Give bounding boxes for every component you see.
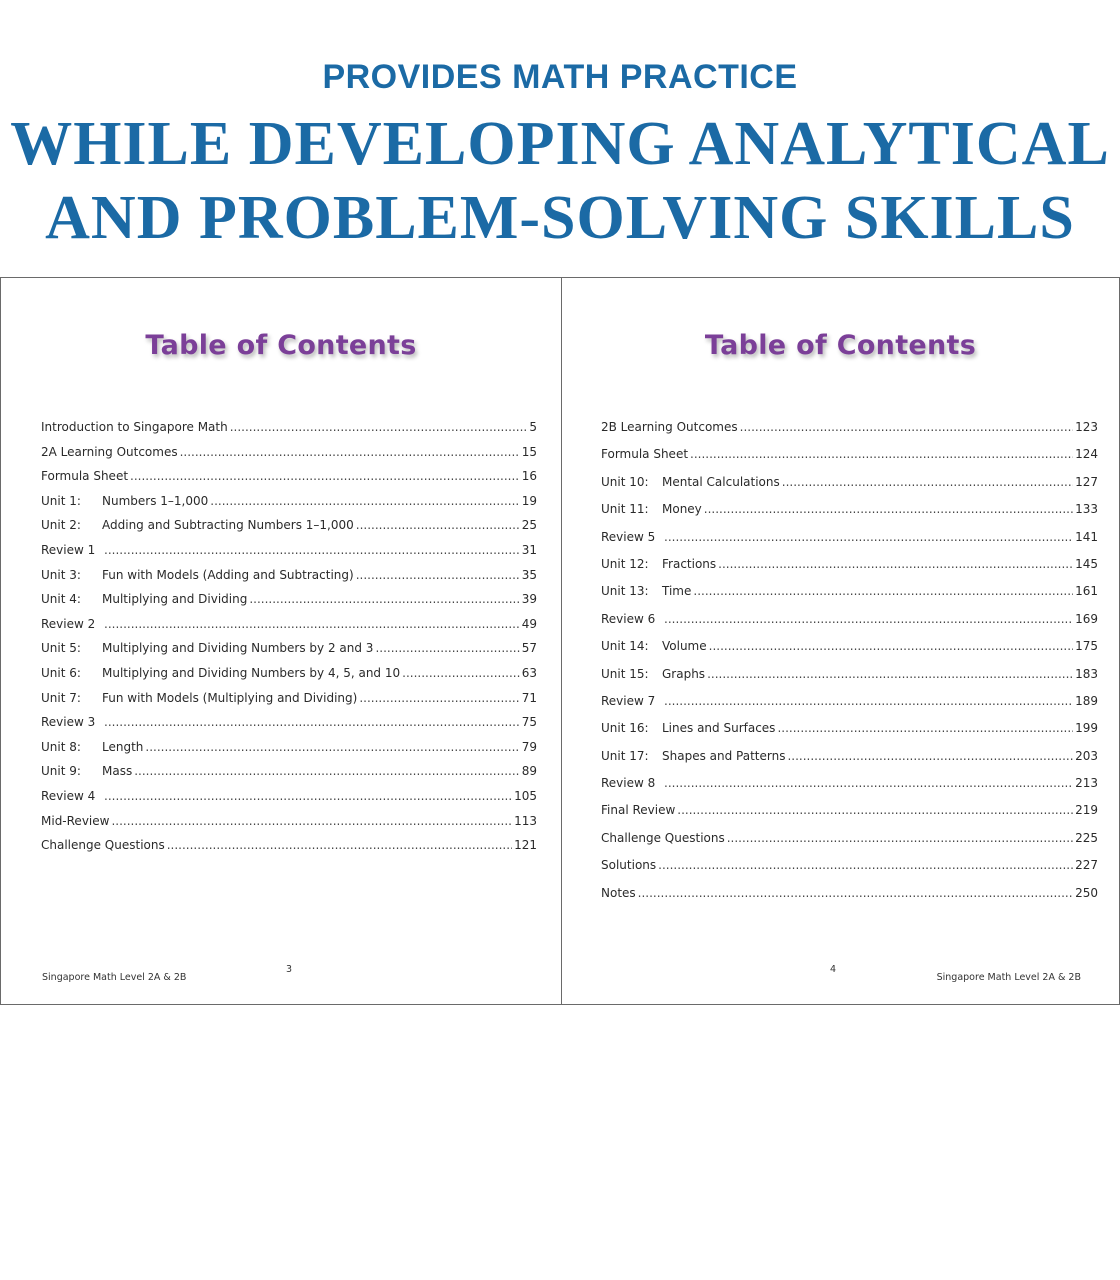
toc-entry-page: 213 <box>1075 776 1098 791</box>
toc-entry-page: 123 <box>1075 420 1098 434</box>
dot-leader <box>718 557 1073 571</box>
dot-leader <box>104 617 520 631</box>
dot-leader <box>664 776 1073 790</box>
dot-leader <box>658 858 1073 872</box>
toc-entry <box>41 691 537 716</box>
toc-entry-page: 71 <box>521 690 537 705</box>
dot-leader <box>249 592 519 606</box>
toc-entry-page: 57 <box>521 641 537 656</box>
toc-entry-page: 31 <box>521 542 537 557</box>
toc-entry-label: 2B Learning Outcomes <box>601 420 738 434</box>
dot-leader <box>104 543 520 557</box>
toc-entry <box>601 502 1098 529</box>
toc-entry-label: Fun with Models (Multiplying and Dividing) <box>102 690 358 705</box>
toc-entry-label: Adding and Subtracting Numbers 1–1,000 <box>102 518 354 533</box>
toc-entry <box>601 530 1098 557</box>
toc-entry-number: Unit 13: <box>601 584 649 599</box>
toc-entry <box>41 814 537 839</box>
promo-subtitle: PROVIDES MATH PRACTICE <box>322 58 798 96</box>
dot-leader <box>356 518 520 532</box>
dot-leader <box>690 447 1073 461</box>
toc-entry-label: Formula Sheet <box>601 447 689 462</box>
dot-leader <box>664 694 1073 708</box>
toc-entry-number: Unit 6: <box>41 665 81 680</box>
toc-entry <box>601 694 1098 721</box>
toc-entry-label: Challenge Questions <box>601 830 725 845</box>
toc-entry <box>601 749 1098 776</box>
toc-entry <box>41 666 537 691</box>
dot-leader <box>664 530 1073 544</box>
toc-entry-page: 227 <box>1075 858 1098 873</box>
toc-entry-label: Multiplying and Dividing Numbers by 4, 5, and 10 <box>102 665 401 680</box>
toc-entry <box>41 838 537 863</box>
toc-entry-page: 250 <box>1075 885 1098 900</box>
toc-entry-label: Time <box>662 584 692 599</box>
toc-entry <box>41 568 537 593</box>
toc-entry-page: 15 <box>521 444 537 459</box>
toc-entry-page: 63 <box>521 665 537 680</box>
toc-entry <box>601 831 1098 858</box>
toc-entry-number: Review 5 <box>601 529 656 544</box>
toc-entry-label: Numbers 1–1,000 <box>102 493 209 508</box>
dot-leader <box>664 612 1073 626</box>
dot-leader <box>167 838 512 852</box>
dot-leader <box>740 420 1073 434</box>
toc-entry-number: Unit 5: <box>41 641 81 656</box>
toc-entry <box>601 858 1098 885</box>
footer-book-title: Singapore Math Level 2A & 2B <box>936 972 1081 983</box>
toc-entry <box>41 592 537 617</box>
toc-entry-number: Unit 10: <box>601 474 649 489</box>
toc-entry <box>601 420 1098 447</box>
toc-entry-number: Review 8 <box>601 776 656 791</box>
toc-entry-label: Length <box>102 739 144 754</box>
toc-entry-label: Formula Sheet <box>41 469 129 484</box>
toc-entry-label: Final Review <box>601 803 676 818</box>
toc-list <box>41 420 537 863</box>
toc-entry-page: 121 <box>514 838 537 853</box>
toc-entry-label: Multiplying and Dividing Numbers by 2 and 3 <box>102 641 374 656</box>
toc-entry-number: Review 7 <box>601 693 656 708</box>
toc-entry-label: Mental Calculations <box>662 474 780 489</box>
toc-entry-label: Fractions <box>662 556 717 571</box>
promo-headline-line-1: WHILE DEVELOPING ANALYTICAL <box>10 110 1110 178</box>
dot-leader <box>111 814 512 828</box>
toc-entry-page: 225 <box>1075 830 1098 845</box>
toc-entry <box>41 789 537 814</box>
dot-leader <box>230 420 528 434</box>
toc-entry <box>41 518 537 543</box>
toc-entry-label: Challenge Questions <box>41 838 165 853</box>
toc-title: Table of Contents <box>145 330 417 361</box>
dot-leader <box>402 666 520 680</box>
toc-entry <box>601 803 1098 830</box>
toc-entry-number: Unit 8: <box>41 739 81 754</box>
toc-entry <box>41 764 537 789</box>
toc-entry-number: Unit 2: <box>41 518 81 533</box>
toc-entry-label: Shapes and Patterns <box>662 748 786 763</box>
dot-leader <box>210 494 519 508</box>
toc-entry-number: Review 1 <box>41 542 96 557</box>
toc-entry <box>41 494 537 519</box>
toc-entry <box>601 557 1098 584</box>
toc-entry <box>41 740 537 765</box>
toc-entry <box>601 584 1098 611</box>
toc-entry-page: 35 <box>521 567 537 582</box>
toc-entry <box>41 445 537 470</box>
toc-entry <box>601 776 1098 803</box>
page-number: 4 <box>830 964 837 975</box>
toc-list <box>601 420 1098 913</box>
toc-entry-label: Volume <box>662 639 707 654</box>
dot-leader <box>704 502 1073 516</box>
toc-entry <box>41 715 537 740</box>
dot-leader <box>134 764 520 778</box>
toc-entry-label: Introduction to Singapore Math <box>41 420 228 434</box>
toc-entry-page: 161 <box>1075 584 1098 599</box>
dot-leader <box>638 886 1073 900</box>
toc-entry-page: 183 <box>1075 666 1098 681</box>
dot-leader <box>727 831 1073 845</box>
toc-entry-page: 39 <box>521 592 537 607</box>
toc-entry-number: Review 6 <box>601 611 656 626</box>
toc-entry-page: 124 <box>1075 447 1098 462</box>
toc-entry <box>41 641 537 666</box>
toc-entry <box>41 617 537 642</box>
dot-leader <box>130 469 520 483</box>
toc-entry-number: Unit 15: <box>601 666 649 681</box>
promo-headline-line-2: AND PROBLEM-SOLVING SKILLS <box>45 184 1075 252</box>
dot-leader <box>782 475 1073 489</box>
right-page <box>562 278 1119 1004</box>
toc-entry <box>601 721 1098 748</box>
toc-entry-number: Unit 4: <box>41 592 81 607</box>
toc-entry <box>601 667 1098 694</box>
toc-entry-label: 2A Learning Outcomes <box>41 444 178 459</box>
dot-leader <box>180 445 520 459</box>
toc-title: Table of Contents <box>704 330 977 361</box>
toc-entry-number: Unit 1: <box>41 493 81 508</box>
toc-entry-label: Fun with Models (Adding and Subtracting) <box>102 567 354 582</box>
toc-entry-page: 89 <box>521 764 537 779</box>
toc-entry-label: Money <box>662 502 702 517</box>
footer-book-title: Singapore Math Level 2A & 2B <box>42 972 187 983</box>
toc-entry <box>41 469 537 494</box>
toc-entry-label: Graphs <box>662 666 706 681</box>
toc-entry-label: Mid-Review <box>41 813 110 828</box>
toc-entry-page: 105 <box>514 788 537 803</box>
toc-entry-number: Unit 9: <box>41 764 81 779</box>
toc-entry-page: 169 <box>1075 611 1098 626</box>
dot-leader <box>709 639 1073 653</box>
dot-leader <box>707 667 1073 681</box>
toc-entry-number: Unit 12: <box>601 556 649 571</box>
toc-entry <box>601 612 1098 639</box>
dot-leader <box>145 740 519 754</box>
toc-entry-number: Review 3 <box>41 715 96 730</box>
toc-entry-label: Multiplying and Dividing <box>102 592 248 607</box>
toc-entry-page: 219 <box>1075 803 1098 818</box>
dot-leader <box>677 803 1073 817</box>
toc-entry-page: 133 <box>1075 502 1098 517</box>
toc-entry-page: 113 <box>514 813 537 828</box>
toc-entry-number: Unit 3: <box>41 567 81 582</box>
toc-entry-number: Unit 17: <box>601 748 649 763</box>
dot-leader <box>356 568 520 582</box>
left-page <box>1 278 561 1004</box>
toc-entry <box>41 543 537 568</box>
dot-leader <box>359 691 519 705</box>
toc-entry <box>601 639 1098 666</box>
toc-entry-page: 141 <box>1075 529 1098 544</box>
toc-entry-page: 19 <box>521 493 537 508</box>
toc-entry-label: Notes <box>601 885 636 900</box>
toc-entry-number: Review 4 <box>41 788 96 803</box>
toc-entry-page: 199 <box>1075 721 1098 736</box>
toc-entry-page: 5 <box>529 420 537 434</box>
toc-entry-number: Review 2 <box>41 616 96 631</box>
toc-entry-number: Unit 11: <box>601 502 649 517</box>
dot-leader <box>104 715 520 729</box>
toc-entry-page: 189 <box>1075 693 1098 708</box>
dot-leader <box>104 789 512 803</box>
dot-leader <box>693 584 1073 598</box>
toc-entry-page: 145 <box>1075 556 1098 571</box>
toc-entry-label: Lines and Surfaces <box>662 721 776 736</box>
toc-entry-page: 16 <box>521 469 537 484</box>
toc-entry-page: 175 <box>1075 639 1098 654</box>
toc-entry-page: 75 <box>521 715 537 730</box>
toc-entry-page: 203 <box>1075 748 1098 763</box>
dot-leader <box>375 641 519 655</box>
toc-entry <box>601 475 1098 502</box>
toc-entry-page: 25 <box>521 518 537 533</box>
dot-leader <box>777 721 1073 735</box>
toc-entry-page: 79 <box>521 739 537 754</box>
toc-entry <box>41 420 537 445</box>
toc-entry-label: Mass <box>102 764 133 779</box>
book-spread <box>0 277 1120 1005</box>
toc-entry-number: Unit 7: <box>41 690 81 705</box>
toc-entry-number: Unit 14: <box>601 639 649 654</box>
toc-entry-page: 49 <box>521 616 537 631</box>
toc-entry <box>601 447 1098 474</box>
toc-entry-label: Solutions <box>601 858 657 873</box>
dot-leader <box>787 749 1073 763</box>
page-number: 3 <box>286 964 293 975</box>
toc-entry-number: Unit 16: <box>601 721 649 736</box>
toc-entry-page: 127 <box>1075 474 1098 489</box>
toc-entry <box>601 886 1098 913</box>
